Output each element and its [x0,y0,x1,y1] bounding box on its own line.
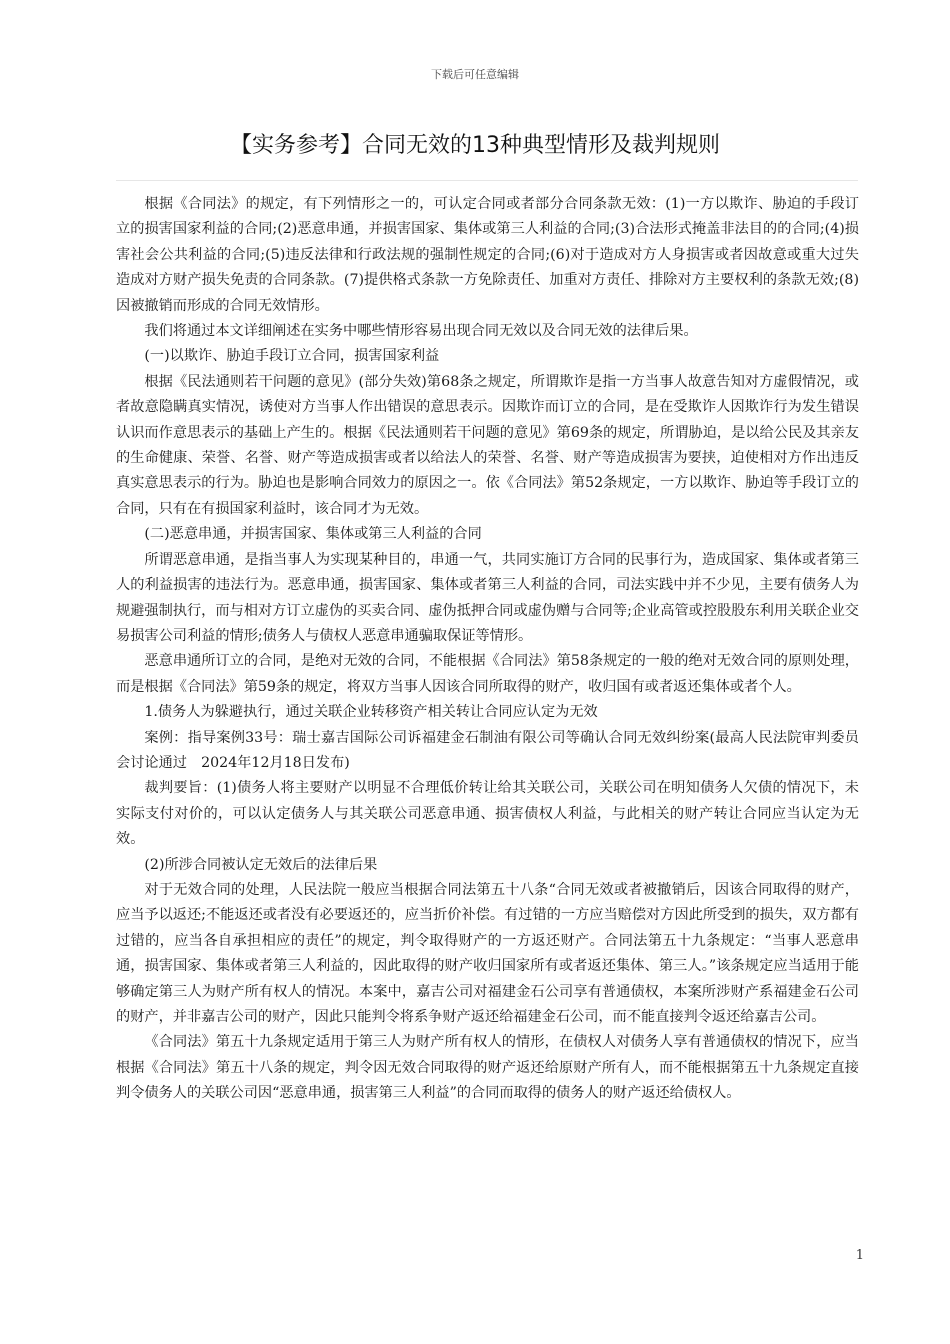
section-heading-1: (一)以欺诈、胁迫手段订立合同，损害国家利益 [144,348,440,365]
paragraph-article-59: 《合同法》第五十九条规定适用于第三人为财产所有权人的情形，在债权人对债务人享有普通债权的情况下，应当根据《合同法》第五十八条的规定，判令因无效合同取得的财产返还给原财产所有人，而不能根据第五十九条规定直接判令债务人的关联公司因“恶意串通，损害第三人利益”的合同而取得的债务人的财产返还给债权人。 [116,1034,859,1102]
title-divider [116,180,858,181]
header-note: 下载后可任意编辑 [431,68,519,81]
paragraph-fraud-coercion: 根据《民法通则若干问题的意见》(部分失效)第68条之规定，所谓欺诈是指一方当事人故意告知对方虚假情况，或者故意隐瞒真实情况，诱使对方当事人作出错误的意思表示。因欺诈而订立的合同，是在受欺诈人因欺诈行为发生错误认识而作意思表示的基础上产生的。根据《民法通则若干问题的意见》第69条的规定，所谓胁迫，是以给公民及其亲友的生命健康、荣誉、名誉、财产等造成损害或者以给法人的荣誉、名誉、财产等造成损害为要挟，迫使相对方作出违反真实意思表示的行为。胁迫也是影响合同效力的原因之一。依《合同法》第52条规定，一方以欺诈、胁迫等手段订立的合同，只有在有损国家利益时，该合同才为无效。 [116,373,859,517]
document-body [116,192,859,1107]
subheading-1: 1.债务人为躲避执行，通过关联企业转移资产相关转让合同应认定为无效 [144,704,598,721]
subheading-2: (2)所涉合同被认定无效后的法律后果 [144,856,378,873]
paragraph-collusion-effect: 恶意串通所订立的合同，是绝对无效的合同，不能根据《合同法》第58条规定的一般的绝对无效合同的原则处理，而是根据《合同法》第59条的规定，将双方当事人因该合同所取得的财产，收归国有或者返还集体或者个人。 [116,653,859,695]
paragraph-intro: 根据《合同法》的规定，有下列情形之一的，可认定合同或者部分合同条款无效：(1)一方以欺诈、胁迫的手段订立的损害国家利益的合同;(2)恶意串通，并损害国家、集体或第三人利益的合同;(3)合法形式掩盖非法目的的合同;(4)损害社会公共利益的合同;(5)违反法律和行政法规的强制性规定的合同;(6)对于造成对方人身损害或者因故意或重大过失造成对方财产损失免责的合同条款。(7)提供格式条款一方免除责任、加重对方责任、排除对方主要权利的条款无效;(8)因被撤销而形成的合同无效情形。 [116,196,859,314]
paragraph-collusion-definition: 所谓恶意串通，是指当事人为实现某种目的，串通一气，共同实施订方合同的民事行为，造成国家、集体或者第三人的利益损害的违法行为。恶意串通，损害国家、集体或者第三人利益的合同，司法实践中并不少见，主要有债务人为规避强制执行，而与相对方订立虚伪的买卖合同、虚伪抵押合同或虚伪赠与合同等;企业高管或控股股东利用关联企业交易损害公司利益的情形;债务人与债权人恶意串通骗取保证等情形。 [116,551,859,644]
paragraph-legal-consequence: 对于无效合同的处理，人民法院一般应当根据合同法第五十八条“合同无效或者被撤销后，因该合同取得的财产，应当予以返还;不能返还或者没有必要返还的，应当折价补偿。有过错的一方应当赔偿对方因此所受到的损失，双方都有过错的，应当各自承担相应的责任”的规定，判令取得财产的一方返还财产。合同法第五十九条规定：“当事人恶意串通，损害国家、集体或者第三人利益的，因此取得的财产收归国家所有或者返还集体、第三人。”该条规定应当适用于能够确定第三人为财产所有权人的情况。本案中，嘉吉公司对福建金石公司享有普通债权，本案所涉财产系福建金石公司的财产，并非嘉吉公司的财产，因此只能判令将系争财产返还给福建金石公司，而不能直接判令返还给嘉吉公司。 [116,881,859,1025]
document-title: 【实务参考】合同无效的13种典型情形及裁判规则 [230,133,720,158]
page-number: 1 [855,1248,864,1263]
section-heading-2: (二)恶意串通，并损害国家、集体或第三人利益的合同 [144,526,482,543]
paragraph-overview: 我们将通过本文详细阐述在实务中哪些情形容易出现合同无效以及合同无效的法律后果。 [144,323,698,340]
paragraph-case: 案例：指导案例33号：瑞士嘉吉国际公司诉福建金石制油有限公司等确认合同无效纠纷案(最高人民法院审判委员会讨论通过 2024年12月18日发布) [116,729,859,771]
paragraph-ruling-summary: 裁判要旨：(1)债务人将主要财产以明显不合理低价转让给其关联公司，关联公司在明知债务人欠债的情况下，未实际支付对价的，可以认定债务人与其关联公司恶意串通、损害债权人利益，与此相关的财产转让合同应当认定为无效。 [116,780,859,848]
